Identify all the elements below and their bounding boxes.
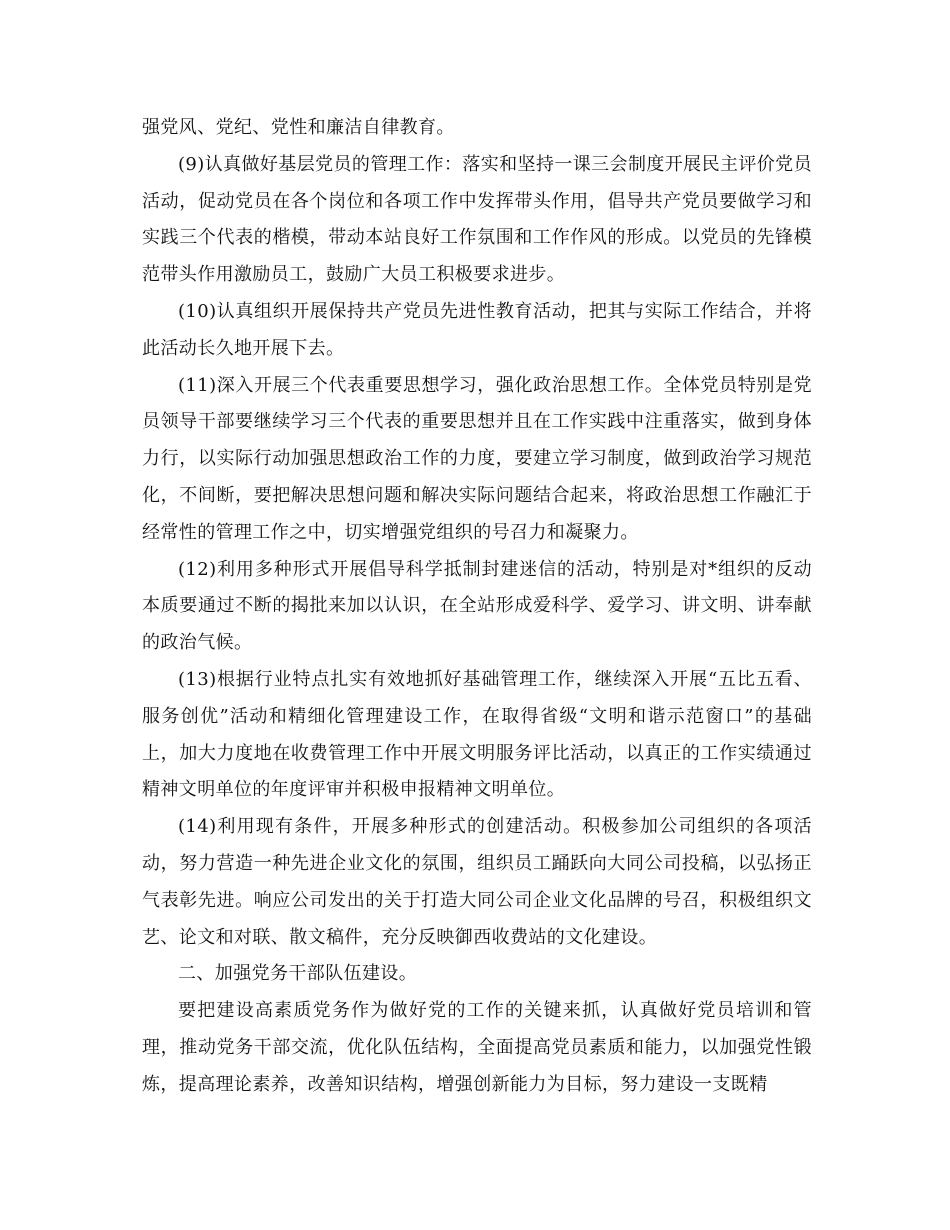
- section-heading-2: 二、加强党务干部队伍建设。: [178, 963, 418, 985]
- paragraph-item-12: (12)利用多种形式开展倡导科学抵制封建迷信的活动，特别是对*组织的反动本质要通过不断的揭批来加以认识，在全站形成爱科学、爱学习、讲文明、讲奉献的政治气候。: [142, 558, 812, 654]
- document-body: [142, 110, 812, 1104]
- paragraph-section-2-body: 要把建设高素质党务作为做好党的工作的关键来抓，认真做好党员培训和管理，推动党务干部交流，优化队伍结构，全面提高党员素质和能力，以加强党性锻炼，提高理论素养，改善知识结构，增强创新能力为目标，努力建设一支既精: [142, 1000, 812, 1095]
- paragraph-item-14: (14)利用现有条件，开展多种形式的创建活动。积极参加公司组织的各项活动，努力营造一种先进企业文化的氛围，组织员工踊跃向大同公司投稿，以弘扬正气表彰先进。响应公司发出的关于打造大同公司企业文化品牌的号召，积极组织文艺、论文和对联、散文稿件，充分反映御西收费站的文化建设。: [142, 816, 812, 948]
- paragraph-item-13: (13)根据行业特点扎实有效地抓好基础管理工作，继续深入开展“五比五看、服务创优”活动和精细化管理建设工作，在取得省级“文明和谐示范窗口”的基础上，加大力度地在收费管理工作中开展文明服务评比活动，以真正的工作实绩通过精神文明单位的年度评审并积极申报精神文明单位。: [142, 668, 812, 801]
- paragraph-item-11: (11)深入开展三个代表重要思想学习，强化政治思想工作。全体党员特别是党员领导干部要继续学习三个代表的重要思想并且在工作实践中注重落实，做到身体力行，以实际行动加强思想政治工作的力度，要建立学习制度，做到政治学习规范化，不间断，要把解决思想问题和解决实际问题结合起来，将政治思想工作融汇于经常性的管理工作之中，切实增强党组织的号召力和凝聚力。: [142, 374, 812, 543]
- paragraph-continuation: 强党风、党纪、党性和廉洁自律教育。: [142, 117, 455, 138]
- paragraph-item-10: (10)认真组织开展保持共产党员先进性教育活动，把其与实际工作结合，并将此活动长久地开展下去。: [142, 300, 812, 359]
- paragraph-item-9: (9)认真做好基层党员的管理工作：落实和坚持一课三会制度开展民主评价党员活动，促动党员在各个岗位和各项工作中发挥带头作用，倡导共产党员要做学习和实践三个代表的楷模，带动本站良好工作氛围和工作作风的形成。以党员的先锋模范带头作用激励员工，鼓励广大员工积极要求进步。: [142, 153, 812, 286]
